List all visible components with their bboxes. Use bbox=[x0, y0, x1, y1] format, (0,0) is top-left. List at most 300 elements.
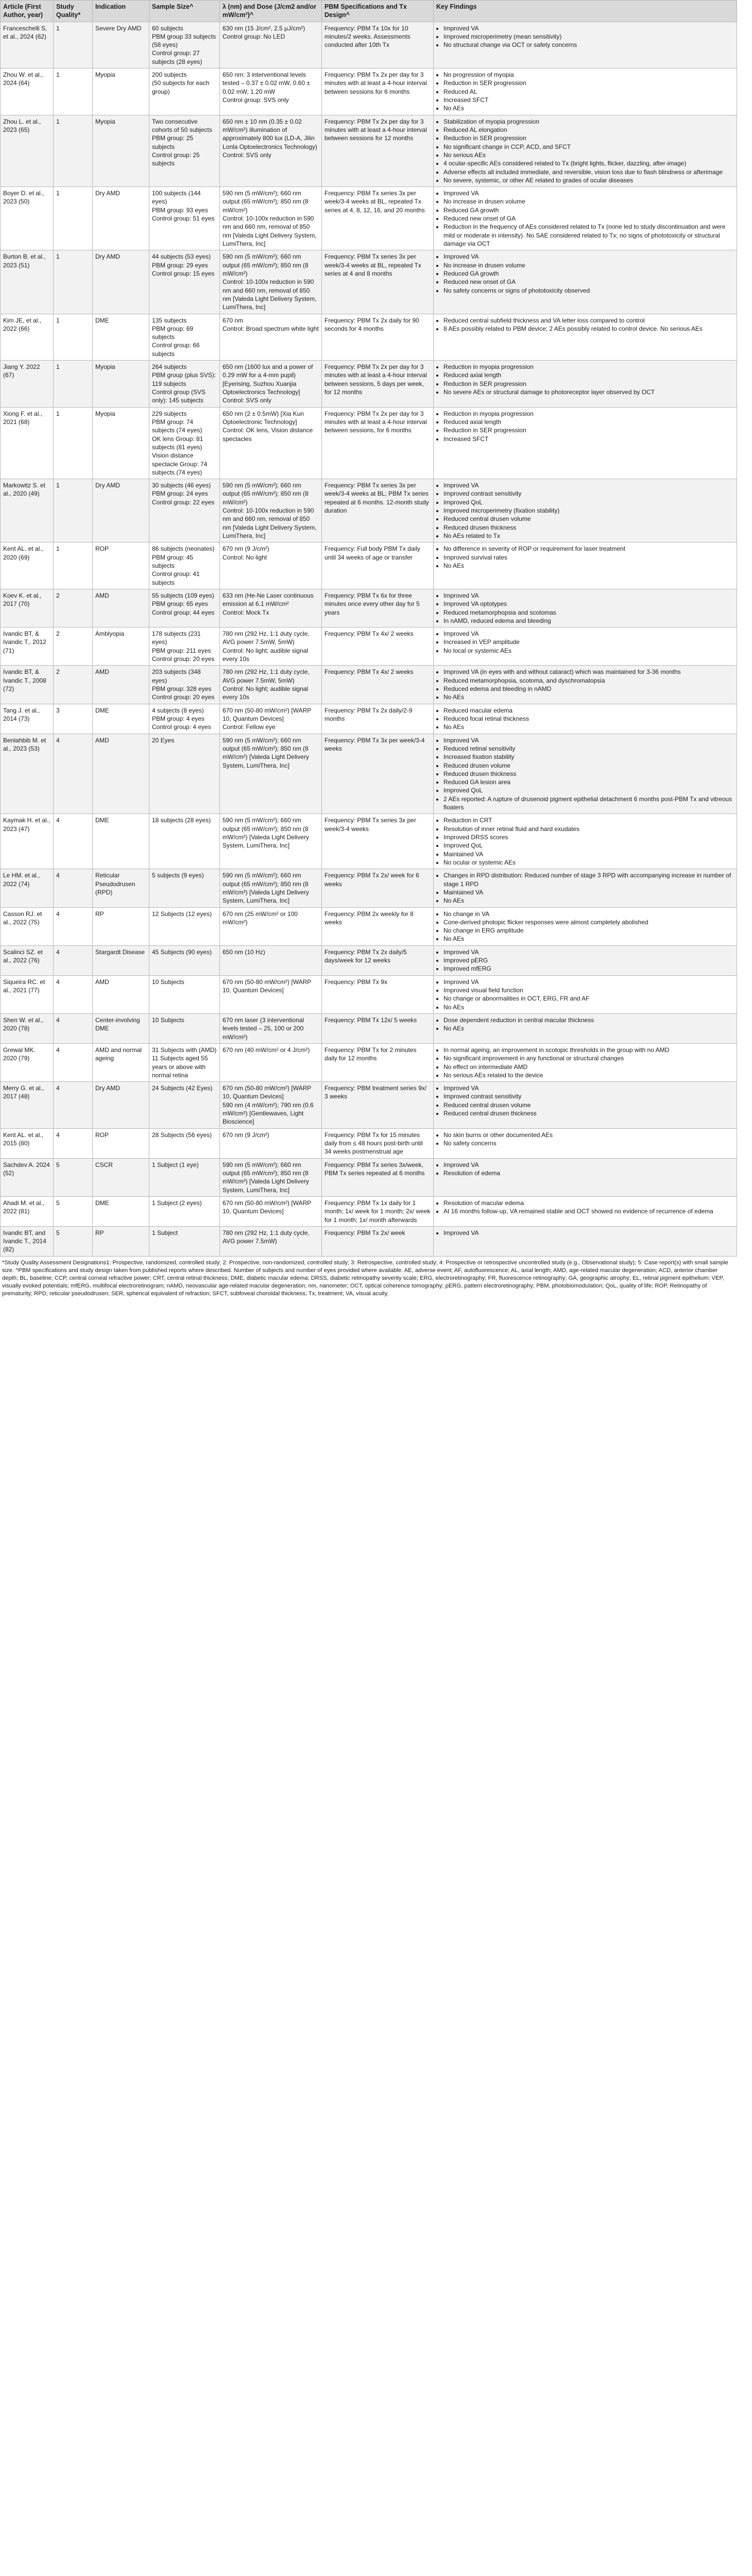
finding-item: • Improved VA optotypes bbox=[443, 600, 734, 608]
finding-item: • Improved contrast sensitivity bbox=[443, 489, 734, 498]
cell-specifications-line: Frequency: PBM Tx series 3x per week/3-4 weeks at BL; PBM Tx series repeated at 6 months. 12-month study duration bbox=[324, 482, 429, 515]
cell-specifications bbox=[322, 1196, 434, 1226]
cell-specifications-line: Frequency: PBM Tx series 3x per week/3-4 weeks at BL, repeated Tx series at 4 and 8 months bbox=[324, 253, 421, 277]
finding-item: • Reduced new onset of GA bbox=[443, 214, 734, 223]
finding-item: • Improved VA (in eyes with and without cataract) which was maintained for 3-36 months bbox=[443, 668, 734, 676]
table-row bbox=[1, 407, 737, 479]
finding-item: • Adverse effects all included immediate, and reversible, vision loss due to flash blindness or afterimage bbox=[443, 168, 734, 176]
cell-article: Shen W. et al., 2020 (78) bbox=[1, 1013, 54, 1043]
cell-specifications bbox=[322, 1158, 434, 1196]
findings-list bbox=[436, 1229, 734, 1237]
cell-specifications-line: Frequency: Full body PBM Tx daily until 34 weeks of age or transfer bbox=[324, 545, 420, 561]
finding-item: • Improved survival rates bbox=[443, 553, 734, 562]
cell-key-findings bbox=[434, 1043, 737, 1081]
cell-sample-size-line: Control group: 44 eyes bbox=[152, 608, 215, 616]
finding-item: • Changes in RPD distribution: Reduced number of stage 3 RPD with accompanying increase in number of stage 1 RPD bbox=[443, 871, 734, 888]
finding-item: • Increased fixation stability bbox=[443, 753, 734, 761]
findings-list bbox=[436, 71, 734, 113]
finding-item: • Improved VA bbox=[443, 630, 734, 638]
finding-item: • Reduced GA lesion area bbox=[443, 778, 734, 786]
cell-sample-size-line: Control group: 51 eyes bbox=[152, 215, 215, 223]
cell-dose-line: 650 nm: 3 interventional levels tested – 0.37 ± 0.02 mW, 0.60 ± 0.02 mW, 1.20 mW bbox=[223, 71, 310, 95]
cell-sample-size bbox=[149, 945, 220, 975]
cell-dose bbox=[220, 69, 322, 115]
cell-sample-size-line: 30 subjects (46 eyes) bbox=[152, 482, 211, 489]
finding-item: • Reduced drusen thickness bbox=[443, 770, 734, 778]
finding-item: • Maintained VA bbox=[443, 888, 734, 896]
header-sample-size: Sample Size^ bbox=[149, 1, 220, 22]
cell-sample-size-line: PBM group: 25 subjects bbox=[152, 134, 194, 150]
cell-key-findings bbox=[434, 407, 737, 479]
cell-indication: Center-involving DME bbox=[93, 1013, 149, 1043]
cell-sample-size-line: Control group: 4 eyes bbox=[152, 723, 211, 731]
finding-item: • Reduced central subfield thickness and VA letter loss compared to control bbox=[443, 316, 734, 325]
cell-study-quality: 1 bbox=[54, 543, 93, 589]
cell-dose bbox=[220, 187, 322, 250]
header-key-findings: Key Findings bbox=[434, 1, 737, 22]
cell-key-findings bbox=[434, 704, 737, 734]
cell-sample-size-line: (50 subjects for each group) bbox=[152, 79, 210, 95]
cell-sample-size bbox=[149, 250, 220, 314]
literature-table bbox=[0, 0, 737, 1257]
cell-sample-size-line: 10 Subjects bbox=[152, 978, 184, 986]
cell-specifications bbox=[322, 69, 434, 115]
cell-dose bbox=[220, 479, 322, 543]
finding-item: • No AEs bbox=[443, 723, 734, 731]
finding-item: • No severe, systemic, or other AE related to grades of ocular diseases bbox=[443, 176, 734, 184]
cell-dose-line: 670 nm (50-80 mW/cm²) [WARP 10, Quantum Devices] bbox=[223, 1084, 312, 1100]
cell-study-quality: 5 bbox=[54, 1226, 93, 1256]
cell-dose bbox=[220, 1128, 322, 1158]
cell-specifications bbox=[322, 907, 434, 945]
cell-specifications bbox=[322, 589, 434, 627]
cell-article: Zhou W. et al., 2024 (64) bbox=[1, 69, 54, 115]
finding-item: • No safety concerns or signs of phototoxicity observed bbox=[443, 286, 734, 295]
table-row bbox=[1, 704, 737, 734]
finding-item: • 2 AEs reported: A rupture of drusenoid pigment epithelial detachment 6 months post-PBM Tx and vitreous floaters bbox=[443, 795, 734, 812]
cell-sample-size-line: 20 Eyes bbox=[152, 736, 175, 744]
cell-dose-line: 780 nm (292 Hz, 1:1 duty cycle, AVG power 7.5mW, 5mW) bbox=[223, 630, 310, 646]
finding-item: • Reduced focal retinal thickness bbox=[443, 715, 734, 723]
cell-dose-line: Control: No light; audible signal every 10s bbox=[223, 685, 309, 701]
cell-specifications-line: Frequency: PBM Tx 9x bbox=[324, 978, 387, 986]
finding-item: • Reduction in the frequency of AEs considered related to Tx (none led to study discontinuation and were mild or moderate in intensity). No SAE considered related to Tx; no signs of phototoxicity or structural damage via OCT bbox=[443, 223, 734, 248]
table-row bbox=[1, 250, 737, 314]
finding-item: • Reduction in myopia progression bbox=[443, 410, 734, 418]
cell-specifications-line: Frequency: PBM Tx 2x per day for 3 minutes with at least a 4-hour interval between sessions, 5 days per week, for 12 months bbox=[324, 363, 427, 396]
cell-sample-size-line: PBM group: 29 eyes bbox=[152, 261, 208, 269]
table-row bbox=[1, 1196, 737, 1226]
cell-sample-size bbox=[149, 628, 220, 666]
cell-specifications bbox=[322, 314, 434, 361]
table-row bbox=[1, 1128, 737, 1158]
table-row bbox=[1, 361, 737, 408]
finding-item: • No AEs bbox=[443, 562, 734, 570]
cell-indication: AMD bbox=[93, 975, 149, 1013]
cell-article: Kent AL. et al., 2020 (69) bbox=[1, 543, 54, 589]
cell-sample-size-line: 24 Subjects (42 Eyes) bbox=[152, 1084, 213, 1092]
findings-list bbox=[436, 24, 734, 49]
cell-study-quality: 5 bbox=[54, 1158, 93, 1196]
cell-dose-line: 590 nm (5 mW/cm²); 660 nm output (65 mW/cm²); 850 nm (8 mW/cm²) [Valeda Light Delivery System, LumiThera, Inc] bbox=[223, 1161, 309, 1194]
cell-specifications-line: Frequency: PBM Tx 2x per day for 3 minutes with at least a 4-hour interval between sessions for 6 months bbox=[324, 71, 427, 95]
cell-dose bbox=[220, 628, 322, 666]
finding-item: • No serious AEs related to the device bbox=[443, 1071, 734, 1079]
finding-item: • Reduced drusen volume bbox=[443, 761, 734, 770]
finding-item: • No AEs bbox=[443, 1003, 734, 1011]
cell-key-findings bbox=[434, 543, 737, 589]
cell-dose-line: 590 nm (5 mW/cm²); 660 nm output (65 mW/cm²); 850 nm (8 mW/cm²) [Valeda Light Delivery System, LumiThera, Inc] bbox=[223, 736, 309, 769]
cell-specifications-line: Frequency: PBM Tx 6x for three minutes once every other day for 5 years bbox=[324, 591, 420, 616]
cell-sample-size bbox=[149, 814, 220, 869]
cell-indication: DME bbox=[93, 704, 149, 734]
cell-study-quality: 4 bbox=[54, 975, 93, 1013]
cell-sample-size bbox=[149, 361, 220, 408]
finding-item: • No skin burns or other documented AEs bbox=[443, 1131, 734, 1139]
finding-item: • No progression of myopia bbox=[443, 71, 734, 79]
cell-sample-size-line: PBM group: 45 subjects bbox=[152, 553, 194, 569]
table-row bbox=[1, 945, 737, 975]
cell-key-findings bbox=[434, 907, 737, 945]
finding-item: • Improved VA bbox=[443, 591, 734, 600]
cell-dose bbox=[220, 907, 322, 945]
table-row bbox=[1, 1043, 737, 1081]
cell-sample-size bbox=[149, 907, 220, 945]
finding-item: • 8 AEs possibly related to PBM device; 2 AEs possibly related to control device. No serious AEs bbox=[443, 325, 734, 333]
cell-specifications-line: Frequency: PBM Tx 10x for 10 minutes/2 weeks. Assessments conducted after 10th Tx bbox=[324, 24, 411, 49]
cell-specifications-line: Frequency: PBM Tx 2x daily/5 days/week for 12 weeks bbox=[324, 948, 407, 964]
cell-sample-size-line: 60 subjects bbox=[152, 24, 183, 32]
findings-list bbox=[436, 871, 734, 905]
cell-dose bbox=[220, 734, 322, 814]
finding-item: • Increased in VEP amplitude bbox=[443, 638, 734, 646]
findings-list bbox=[436, 1016, 734, 1033]
cell-sample-size bbox=[149, 869, 220, 907]
cell-key-findings bbox=[434, 361, 737, 408]
cell-key-findings bbox=[434, 1082, 737, 1129]
cell-specifications bbox=[322, 115, 434, 187]
cell-indication: Myopia bbox=[93, 361, 149, 408]
findings-list bbox=[436, 1161, 734, 1178]
finding-item: • Reduced edema and bleeding in nAMD bbox=[443, 685, 734, 693]
cell-study-quality: 4 bbox=[54, 1128, 93, 1158]
cell-dose bbox=[220, 115, 322, 187]
table-body bbox=[1, 22, 737, 1256]
findings-list bbox=[436, 410, 734, 443]
cell-sample-size-line: PBM group: 69 subjects bbox=[152, 325, 194, 341]
finding-item: • Maintained VA bbox=[443, 850, 734, 858]
cell-key-findings bbox=[434, 250, 737, 314]
finding-item: • Improved microperimetry (mean sensitivity) bbox=[443, 32, 734, 41]
table-row bbox=[1, 628, 737, 666]
cell-key-findings bbox=[434, 1128, 737, 1158]
cell-dose bbox=[220, 1013, 322, 1043]
cell-dose bbox=[220, 814, 322, 869]
cell-sample-size-line: 200 subjects bbox=[152, 71, 187, 79]
finding-item: • Reduced AL elongation bbox=[443, 126, 734, 134]
cell-dose bbox=[220, 1226, 322, 1256]
finding-item: • Reduced macular edema bbox=[443, 706, 734, 715]
cell-dose bbox=[220, 314, 322, 361]
findings-list bbox=[436, 252, 734, 295]
finding-item: • No serious AEs bbox=[443, 151, 734, 159]
header-specifications: PBM Specifications and Tx Design^ bbox=[322, 1, 434, 22]
cell-key-findings bbox=[434, 869, 737, 907]
cell-study-quality: 2 bbox=[54, 589, 93, 627]
finding-item: • Stabilization of myopia progression bbox=[443, 117, 734, 126]
cell-dose-line: Control: Fellow eye bbox=[223, 723, 276, 731]
finding-item: • Cone-derived photopic flicker responses were almost completely abolished bbox=[443, 918, 734, 926]
cell-dose bbox=[220, 666, 322, 704]
findings-list bbox=[436, 1046, 734, 1079]
cell-article: Ivandic BT, & Ivandic T., 2012 (71) bbox=[1, 628, 54, 666]
cell-indication: ROP bbox=[93, 1128, 149, 1158]
cell-dose-line: Control: 10-100x reduction in 590 nm and 660 nm, removal of 850 nm [Valeda Light Delivery System, LumiThera, Inc] bbox=[223, 507, 317, 539]
finding-item: • Reduced GA growth bbox=[443, 206, 734, 214]
finding-item: • Improved VA bbox=[443, 736, 734, 744]
finding-item: • Reduced retinal sensitivity bbox=[443, 744, 734, 753]
cell-dose-line: 670 nm bbox=[223, 316, 244, 324]
finding-item: • Improved VA bbox=[443, 948, 734, 956]
cell-dose-line: 590 nm (5 mW/cm²); 660 nm output (65 mW/cm²); 850 nm (8 mW/cm²) [Valeda Light Delivery System, LumiThera, Inc] bbox=[223, 817, 309, 850]
cell-sample-size-line: 44 subjects (53 eyes) bbox=[152, 253, 211, 261]
finding-item: • Improved pERG bbox=[443, 956, 734, 964]
cell-key-findings bbox=[434, 628, 737, 666]
cell-study-quality: 4 bbox=[54, 1013, 93, 1043]
cell-dose-line: 590 nm (5 mW/cm²); 660 nm output (65 mW/cm²); 850 nm (8 mW/cm²) bbox=[223, 482, 309, 506]
table-row bbox=[1, 975, 737, 1013]
cell-dose-line: Control: 10-100x reduction in 590 nm and 660 nm, removal of 850 nm [Valeda Light Delivery System, LumiThera, Inc] bbox=[223, 215, 317, 247]
findings-list bbox=[436, 706, 734, 732]
cell-study-quality: 3 bbox=[54, 704, 93, 734]
cell-dose bbox=[220, 1043, 322, 1081]
finding-item: • In normal ageing, an improvement in scotopic thresholds in the group with no AMD bbox=[443, 1046, 734, 1054]
cell-article: Boyer D. et al., 2023 (50) bbox=[1, 187, 54, 250]
cell-article: Franceschelli S, et al., 2024 (62) bbox=[1, 22, 54, 69]
cell-sample-size-line: Control group: 22 eyes bbox=[152, 498, 215, 506]
finding-item: • Improved VA bbox=[443, 1229, 734, 1237]
cell-dose-line: Control: Mock Tx bbox=[223, 608, 269, 616]
cell-dose-line: Control: 10-100x reduction in 590 nm and 660 nm, removal of 850 nm [Valeda Light Delivery System, LumiThera, Inc] bbox=[223, 278, 317, 311]
cell-study-quality: 1 bbox=[54, 187, 93, 250]
cell-sample-size bbox=[149, 543, 220, 589]
cell-dose bbox=[220, 1082, 322, 1129]
cell-indication: Dry AMD bbox=[93, 187, 149, 250]
finding-item: • No significant change in CCP, ACD, and SFCT bbox=[443, 143, 734, 151]
finding-item: • Reduced metamorphopsia, scotoma, and dyschromatopsia bbox=[443, 676, 734, 685]
finding-item: • Resolution of edema bbox=[443, 1169, 734, 1177]
finding-item: • Improved microperimetry (fixation stability) bbox=[443, 506, 734, 515]
cell-indication: Dry AMD bbox=[93, 479, 149, 543]
cell-sample-size-line: 1 Subject (1 eye) bbox=[152, 1161, 199, 1168]
cell-specifications bbox=[322, 628, 434, 666]
finding-item: • No difference in severity of ROP or requirement for laser treatment bbox=[443, 545, 734, 553]
cell-indication: RP bbox=[93, 1226, 149, 1256]
cell-specifications-line: Frequency: PBM Tx 4x/ 2 weeks bbox=[324, 630, 414, 638]
cell-study-quality: 1 bbox=[54, 314, 93, 361]
cell-key-findings bbox=[434, 1226, 737, 1256]
cell-key-findings bbox=[434, 115, 737, 187]
findings-list bbox=[436, 910, 734, 943]
finding-item: • No change in ERG amplitude bbox=[443, 926, 734, 935]
cell-specifications-line: Frequency: PBM Tx for 15 minutes daily from ≤ 48 hours post-birth until 34 weeks postmenstrual age bbox=[324, 1131, 423, 1156]
cell-dose-line: 670 nm (50-80 mW/cm²) [WARP 10, Quantum Devices] bbox=[223, 978, 312, 994]
cell-dose-line: Control group: No LED bbox=[223, 32, 285, 40]
cell-indication: Amblyopia bbox=[93, 628, 149, 666]
findings-list bbox=[436, 1199, 734, 1216]
cell-dose-line: Control group: SVS only bbox=[223, 96, 289, 104]
cell-dose bbox=[220, 869, 322, 907]
table-footnote: *Study Quality Assessment Designations1: Prospective, randomized, controlled study; 2: Prospective, non-randomized, controlled study; 3: Retrospective, controlled study; 4: Prospective or retrospective uncontrolled study (e.g., Observational study); 5: Case report(s) with small sample size. ^PBM specifications and study design taken from published reports where described. Number of subjects and number of eyes provided where available. AE, adverse event; AF, autofluorescence; AL, axial length; AMD, age-related macular degeneration; ACD, anterior chamber depth; BL, baseline; CCP, central corneal refractive power; CRT, central retinal thickness; DME, diabetic macular edema; DRSS, diabetic retinopathy severity scale; ERG, electroretinography; FR, fluorescence retinography; GA, geographic atrophy; EL, retinal pigment epithelium; VEP, visually evoked potentials; mfERG, multifocal electroretinogram; nAMD, neovascular age-related macular degeneration; nm, nanometer; OCT, optical coherence tomography; pERG, pattern electroretinography; PBM, photobiomodulation; QoL, quality of life; ROP, Retinopathy of prematurity; RPD, reticular pseudodrusen; SER, spherical equivalent of refraction; SFCT, subfoveal choroidal thickness; Tx, treatment; VA, visual acuity. bbox=[2, 1259, 728, 1297]
cell-article: Kent AL. et al., 2015 (80) bbox=[1, 1128, 54, 1158]
findings-list bbox=[436, 668, 734, 701]
cell-sample-size bbox=[149, 1196, 220, 1226]
cell-dose bbox=[220, 361, 322, 408]
cell-specifications bbox=[322, 1128, 434, 1158]
cell-specifications-line: Frequency: PBM Tx 2x daily/2-9 months bbox=[324, 706, 413, 722]
cell-dose-line: 590 nm (4 mW/cm²); 790 nm (0.6 mW/cm²) [Gentlewaves, Light Bioscience] bbox=[223, 1101, 314, 1126]
cell-article: Zhou L. et al., 2023 (65) bbox=[1, 115, 54, 187]
finding-item: • No ocular or systemic AEs bbox=[443, 858, 734, 867]
cell-dose bbox=[220, 704, 322, 734]
cell-sample-size bbox=[149, 734, 220, 814]
cell-dose bbox=[220, 250, 322, 314]
cell-dose-line: Control: OK lens, Vision distance spectacles bbox=[223, 427, 313, 443]
cell-sample-size-line: 229 subjects bbox=[152, 410, 187, 417]
findings-list bbox=[436, 591, 734, 625]
cell-specifications bbox=[322, 250, 434, 314]
cell-dose bbox=[220, 543, 322, 589]
cell-sample-size-line: 135 subjects bbox=[152, 316, 187, 324]
cell-sample-size bbox=[149, 1043, 220, 1081]
cell-article: Siqueira RC. et al., 2021 (77) bbox=[1, 975, 54, 1013]
cell-article: Benlahbib M. et al., 2023 (53) bbox=[1, 734, 54, 814]
cell-sample-size-line: 55 subjects (109 eyes) bbox=[152, 591, 214, 599]
table-row bbox=[1, 115, 737, 187]
cell-study-quality: 4 bbox=[54, 734, 93, 814]
header-quality: Study Quality* bbox=[54, 1, 93, 22]
cell-sample-size-line: PBM group: 24 eyes bbox=[152, 490, 208, 498]
cell-indication: Reticular Pseudodrusen (RPD) bbox=[93, 869, 149, 907]
finding-item: • Improved VA bbox=[443, 189, 734, 197]
finding-item: • In nAMD, reduced edema and bleeding bbox=[443, 617, 734, 625]
finding-item: • No increase in drusen volume bbox=[443, 261, 734, 269]
finding-item: • No significant improvement in any functional or structural changes bbox=[443, 1054, 734, 1062]
cell-sample-size bbox=[149, 407, 220, 479]
findings-list bbox=[436, 1131, 734, 1148]
cell-sample-size-line: 1 Subject (2 eyes) bbox=[152, 1199, 202, 1207]
cell-dose-line: 780 nm (292 Hz, 1:1 duty cycle, AVG power 7.5mW) bbox=[223, 1229, 310, 1245]
cell-study-quality: 4 bbox=[54, 945, 93, 975]
cell-article: Kim JE, et al., 2022 (66) bbox=[1, 314, 54, 361]
cell-sample-size-line: PBM group (plus SVS): 119 subjects bbox=[152, 371, 216, 387]
cell-sample-size bbox=[149, 1013, 220, 1043]
cell-study-quality: 1 bbox=[54, 479, 93, 543]
findings-list bbox=[436, 481, 734, 540]
cell-key-findings bbox=[434, 734, 737, 814]
cell-specifications bbox=[322, 187, 434, 250]
finding-item: • Reduced drusen thickness bbox=[443, 523, 734, 532]
cell-dose bbox=[220, 945, 322, 975]
cell-key-findings bbox=[434, 814, 737, 869]
finding-item: • No AEs bbox=[443, 896, 734, 905]
cell-article: Burton B. et al., 2023 (51) bbox=[1, 250, 54, 314]
cell-specifications-line: Frequency: PBM Tx for 2 minutes daily for 12 months bbox=[324, 1046, 417, 1062]
cell-specifications-line: Frequency: PBM Tx 2x/ week for 6 weeks bbox=[324, 872, 419, 888]
finding-item: • Increased SFCT bbox=[443, 96, 734, 104]
finding-item: • Reduction in myopia progression bbox=[443, 363, 734, 371]
cell-indication: RP bbox=[93, 907, 149, 945]
finding-item: • No change in VA bbox=[443, 910, 734, 918]
cell-sample-size bbox=[149, 1082, 220, 1129]
finding-item: • Improved VA bbox=[443, 24, 734, 32]
cell-indication: CSCR bbox=[93, 1158, 149, 1196]
finding-item: • Reduction in SER progression bbox=[443, 134, 734, 142]
cell-dose bbox=[220, 975, 322, 1013]
cell-specifications bbox=[322, 734, 434, 814]
cell-sample-size-line: 1 Subject bbox=[152, 1229, 178, 1236]
cell-sample-size-line: PBM group 33 subjects (58 eyes) bbox=[152, 32, 216, 49]
cell-indication: Severe Dry AMD bbox=[93, 22, 149, 69]
table-row bbox=[1, 314, 737, 361]
finding-item: • No increase in drusen volume bbox=[443, 197, 734, 206]
header-article: Article (First Author, year) bbox=[1, 1, 54, 22]
cell-key-findings bbox=[434, 666, 737, 704]
table-row bbox=[1, 1158, 737, 1196]
cell-dose-line: 633 nm (He-Ne Laser continuous emission at 6.1 mW/cm² bbox=[223, 591, 314, 608]
table-row bbox=[1, 814, 737, 869]
table-row bbox=[1, 1226, 737, 1256]
cell-indication: Myopia bbox=[93, 115, 149, 187]
cell-dose-line: 780 nm (292 Hz, 1:1 duty cycle, AVG power 7.5mW, 5mW) bbox=[223, 668, 310, 684]
cell-article: Koev K. et al., 2017 (70) bbox=[1, 589, 54, 627]
cell-dose-line: 670 nm (40 mW/cm² or 4 J/cm²) bbox=[223, 1046, 310, 1054]
cell-key-findings bbox=[434, 187, 737, 250]
cell-indication: AMD bbox=[93, 734, 149, 814]
cell-dose-line: 670 nm (50-80 mW/cm²) [WARP 10, Quantum Devices] bbox=[223, 1199, 312, 1215]
finding-item: • Improved visual field function bbox=[443, 986, 734, 994]
finding-item: • Improved QoL bbox=[443, 498, 734, 506]
findings-list bbox=[436, 1084, 734, 1117]
cell-sample-size-line: Control group: 27 subjects (28 eyes) bbox=[152, 49, 202, 65]
cell-key-findings bbox=[434, 1013, 737, 1043]
cell-specifications bbox=[322, 407, 434, 479]
finding-item: • Improved QoL bbox=[443, 786, 734, 794]
cell-article: Jiang Y. 2022 (67) bbox=[1, 361, 54, 408]
cell-sample-size-line: PBM group: 74 subjects (74 eyes) bbox=[152, 418, 202, 434]
cell-study-quality: 2 bbox=[54, 628, 93, 666]
table-row bbox=[1, 1082, 737, 1129]
table-row bbox=[1, 734, 737, 814]
cell-sample-size-line: 86 subjects (neonates) bbox=[152, 545, 215, 553]
cell-article: Grewal MK. 2020 (79) bbox=[1, 1043, 54, 1081]
cell-dose-line: 670 nm (9 J/cm²) bbox=[223, 545, 269, 553]
cell-article: Sachdev A. 2024 (52) bbox=[1, 1158, 54, 1196]
cell-sample-size bbox=[149, 314, 220, 361]
cell-specifications-line: Frequency: PBM 2x weekly for 8 weeks bbox=[324, 910, 414, 926]
finding-item: • Reduced AL bbox=[443, 88, 734, 96]
finding-item: • No AEs bbox=[443, 104, 734, 112]
header-dose: λ (nm) and Dose (J/cm2 and/or mW/cm²)^ bbox=[220, 1, 322, 22]
cell-specifications-line: Frequency: PBM treatment series 9x/ 3 weeks bbox=[324, 1084, 427, 1100]
cell-indication: DME bbox=[93, 814, 149, 869]
cell-specifications bbox=[322, 1043, 434, 1081]
header-indication: Indication bbox=[93, 1, 149, 22]
finding-item: • Reduced axial length bbox=[443, 418, 734, 426]
finding-item: • Reduced axial length bbox=[443, 371, 734, 379]
cell-study-quality: 1 bbox=[54, 361, 93, 408]
cell-study-quality: 1 bbox=[54, 250, 93, 314]
